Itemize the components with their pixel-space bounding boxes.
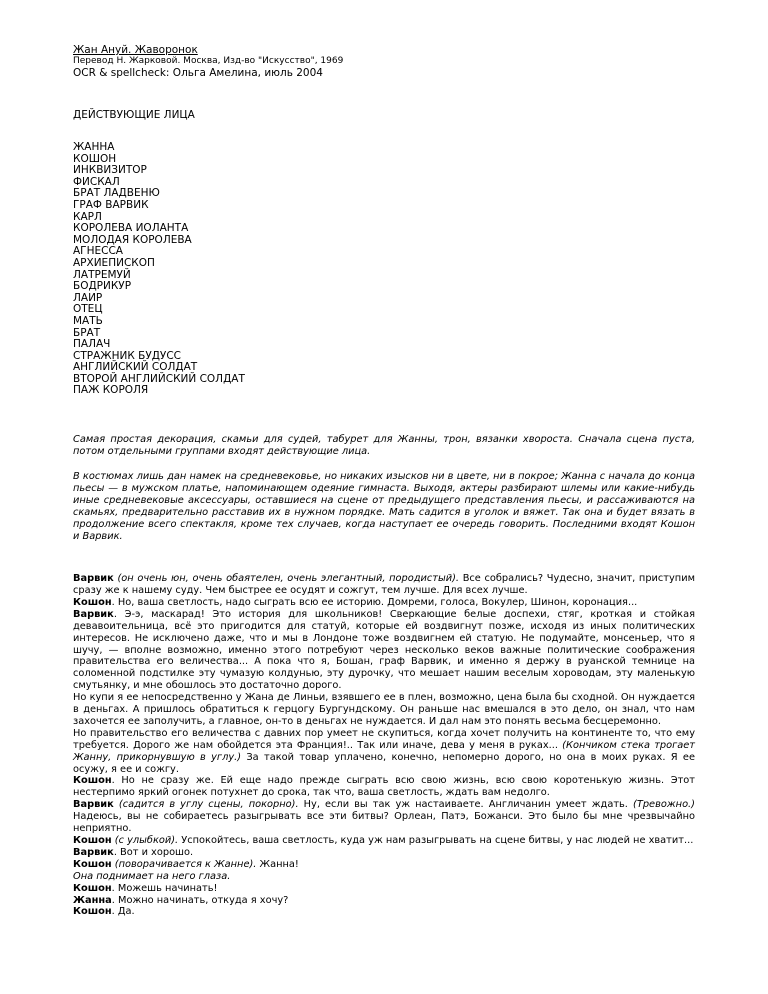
translation-line: Перевод Н. Жарковой. Москва, Изд-во "Искусство", 1969 [73, 56, 344, 66]
dialogue-line [73, 859, 695, 871]
speaker-name: Жанна [73, 894, 112, 906]
dialogue-line [73, 906, 695, 918]
stage-direction: (Тревожно.) [633, 799, 695, 811]
speaker-name: Кошон [73, 906, 112, 918]
cast-item: КОШОН [73, 152, 117, 165]
speaker-name: Кошон [73, 835, 112, 846]
speech-text: . Можешь начинать! [111, 882, 218, 894]
stage-direction: (поворачивается к Жанне). [114, 858, 257, 870]
speech-text: Жанна! [259, 858, 299, 870]
cast-list [73, 142, 695, 397]
cast-item: ВТОРОЙ АНГЛИЙСКИЙ СОЛДАТ [73, 372, 245, 385]
speaker-name: Варвик [73, 799, 114, 811]
dialogue-line [73, 835, 695, 847]
speech-text: Все собрались? Чудесно, значит, приступим сразу же к нашему суду. Чем быстрее ее осудят и сожгут, тем лучше. Для всех лучше. [73, 573, 695, 596]
cast-item: АНГЛИЙСКИЙ СОЛДАТ [73, 361, 198, 374]
cast-item: АГНЕССА [73, 245, 123, 258]
cast-item: ЛАИР [73, 291, 103, 304]
cast-item: СТРАЖНИК БУДУСС [73, 349, 181, 362]
cast-item: БРАТ [73, 326, 101, 339]
speech-text: Ну, если вы так уж настаиваете. Англичанин умеет ждать. [303, 799, 628, 811]
cast-item: ГРАФ ВАРВИК [73, 198, 149, 211]
cast-item: ПАЖ КОРОЛЯ [73, 384, 149, 397]
speech-text: . Э-э, маскарад! Это история для школьников! Сверкающие белые доспехи, стяг, кроткая и стойкая девавоительница, всё это пригодится для статуй, которые ей воздвигнут позже, исходя из иных политических интересов. Не исключено даже, что и мы в Лондоне тоже воздвигнем ей статую. Не подумайте, монсеньер, что я шучу, — вполне возможно, именно этого потребуют через несколько веков важные политические соображения правительства его величества... А пока что я, Бошан, граф Варвик, и именно я держу в руанской темнице на соломенной подстилке эту чумазую колдунью, эту дурочку, что мешает нашим веселым хороводам, эту маленькую смутьянку, и мне обошлось это достаточно дорого. [73, 608, 695, 692]
speaker-name: Варвик [73, 608, 114, 620]
cast-item: АРХИЕПИСКОП [73, 256, 155, 269]
stage-direction: (Кончиком стека трогает Жанну, прикорнувшую в углу.) [73, 739, 695, 763]
speech-text: . Да. [111, 906, 135, 918]
stage-direction: (с улыбкой). [114, 835, 179, 846]
cast-item: БРАТ ЛАДВЕНЮ [73, 187, 160, 200]
speech-text: . Но не сразу же. Ей еще надо прежде сыграть всю свою жизнь, всю свою коротенькую жизнь. Этот нестерпимо яркий огонек потухнет до срока, так что, ваша светлость, ждать вам недолго. [73, 775, 695, 799]
centered-stage-direction: Она поднимает на него глаза. [73, 870, 231, 882]
cast-heading: ДЕЙСТВУЮЩИЕ ЛИЦА [73, 109, 195, 121]
speaker-name: Варвик [73, 846, 114, 858]
stage-directions [73, 434, 695, 543]
speech-text: . Можно начинать, откуда я хочу? [111, 894, 289, 906]
dialogue-line [73, 883, 695, 895]
ocr-line: OCR & spellcheck: Ольга Амелина, июль 2004 [73, 67, 323, 79]
dialogue-line [73, 597, 695, 609]
speaker-name: Кошон [73, 882, 112, 894]
stage-direction: (он очень юн, очень обаятелен, очень элегантный, породистый). [117, 573, 460, 585]
dialogue-line [73, 799, 695, 835]
cast-item: КОРОЛЕВА ИОЛАНТА [73, 222, 189, 235]
cast-item: БОДРИКУР [73, 280, 132, 293]
speaker-name: Кошон [73, 858, 112, 870]
speaker-name: Кошон [73, 775, 112, 787]
speech-text: Но правительство его величества с давних пор умеет не скупиться, когда хочет получить на континенте то, что ему требуется. Дорого же нам обойдется эта Франция!.. Так или иначе, дева у меня в руках... [73, 727, 695, 751]
speech-text: . Вот и хорошо. [113, 846, 194, 858]
document-page [73, 44, 695, 918]
cast-item: ФИСКАЛ [73, 175, 120, 188]
stage-paragraph: Самая простая декорация, скамьи для судей, табурет для Жанны, трон, вязанки хвороста. Сначала сцена пуста, потом отдельными группами входят действующие лица. [73, 434, 695, 458]
document-header [73, 44, 695, 79]
speech-text: Успокойтесь, ваша светлость, куда уж нам разыгрывать на сцене битвы, у нас людей не хватит... [181, 835, 694, 846]
dialogue-line [73, 847, 695, 859]
cast-item: ИНКВИЗИТОР [73, 164, 147, 177]
dialogue-line [73, 573, 695, 597]
speech-text: . Но, ваша светлость, надо сыграть всю ее историю. Домреми, голоса, Вокулер, Шинон, коронация... [111, 596, 638, 608]
stage-paragraph: В костюмах лишь дан намек на средневековье, но никаких изысков ни в цвете, ни в покрое; Жанна с начала до конца пьесы — в мужском платье, напоминающем одеяние гимнаста. Выходя, актеры разбирают шлемы или какие-нибудь иные средневековые аксессуары, оставшиеся на сцене от предыдущего представления пьесы, и рассаживаются на скамьях, предварительно расставив их в нужном порядке. Мать садится в уголок и вяжет. Так она и будет вязать в продолжение всего спектакля, кроме тех случаев, когда наступает ее очередь говорить. Последними входят Кошон и Варвик. [73, 471, 695, 543]
speech-text: За такой товар уплачено, конечно, непомерно дорого, но она в моих руках. Я ее осужу, я ее и сожгу. [73, 751, 695, 775]
dialogue-line [73, 775, 695, 799]
cast-item: ОТЕЦ [73, 303, 103, 316]
speech-paragraph: Но купи я ее непосредственно у Жана де Линьи, взявшего ее в плен, возможно, цена была бы сходной. Он нуждается в деньгах. А пришлось обратиться к герцогу Бургундскому. Он раньше нас вмешался в это дело, он знал, что нам захочется ее заполучить, а главное, он-то в деньгах не нуждается. И дал нам это понять весьма бесцеремонно. [73, 692, 695, 727]
title-link[interactable]: Жан Ануй. Жаворонок [73, 44, 198, 56]
dialogue-line [73, 895, 695, 907]
dialogue-line [73, 609, 695, 692]
speech-text: Надеюсь, вы не собираетесь разыгрывать все эти битвы? Орлеан, Патэ, Божанси. Это было бы мне чрезвычайно неприятно. [73, 811, 695, 835]
cast-item: КАРЛ [73, 210, 102, 223]
speaker-name: Кошон [73, 596, 112, 608]
cast-item: ПАЛАЧ [73, 338, 111, 351]
cast-item: ЖАННА [73, 141, 115, 153]
dialogue [73, 573, 695, 918]
cast-item: МАТЬ [73, 314, 103, 327]
speaker-name: Варвик [73, 573, 114, 585]
speech-paragraph [73, 728, 695, 776]
cast-item: ЛАТРЕМУЙ [73, 268, 131, 281]
stage-direction: (садится в углу сцены, покорно). [118, 799, 299, 811]
cast-item: МОЛОДАЯ КОРОЛЕВА [73, 233, 192, 246]
